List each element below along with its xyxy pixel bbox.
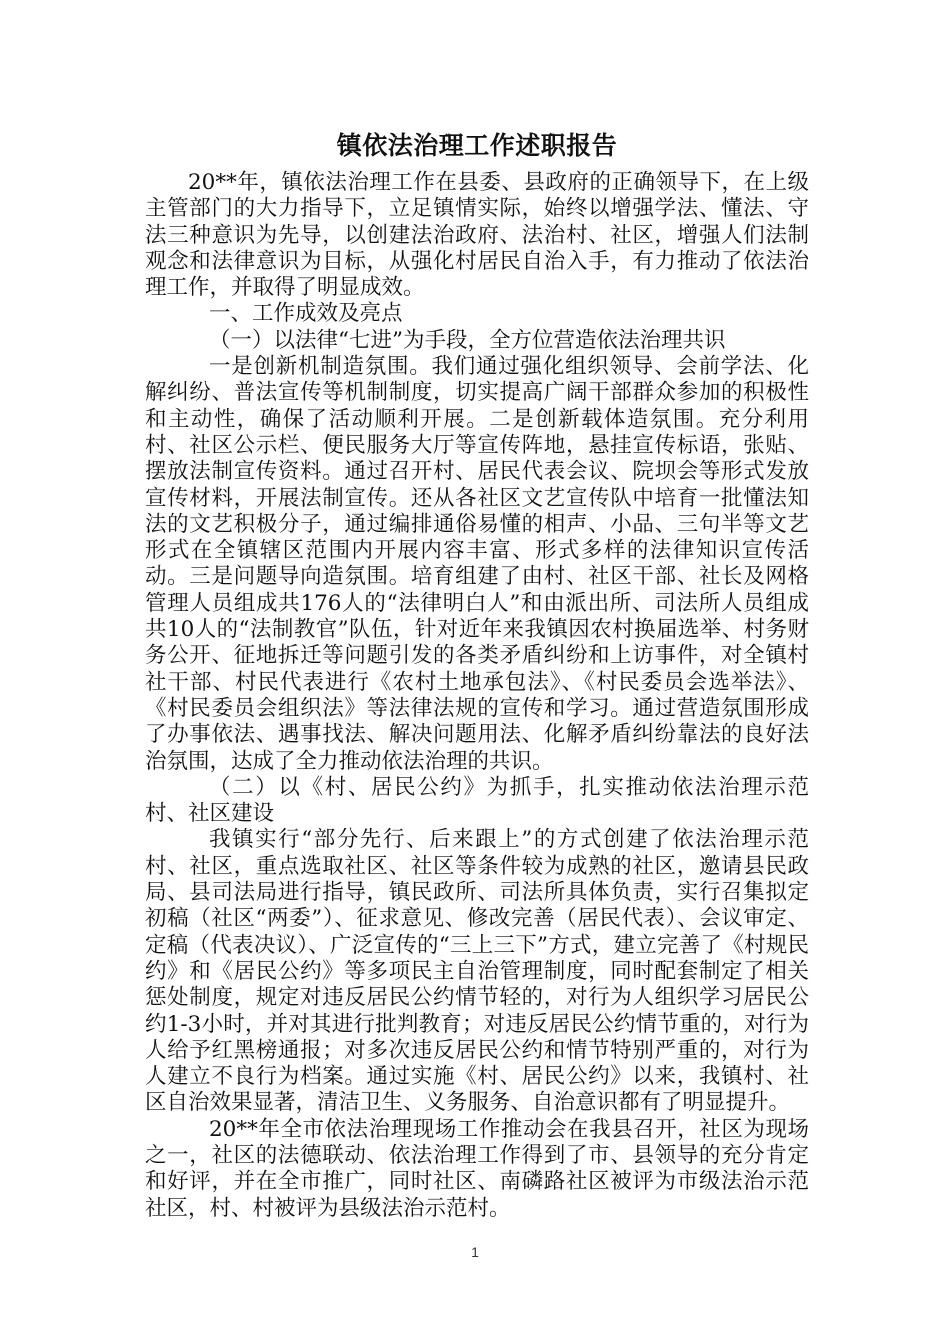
subsection-heading-2: （二）以《村、居民公约》为抓手，扎实推动依法治理示范村、社区建设 <box>145 774 809 827</box>
paragraph-body-3: 20**年全市依法治理现场工作推动会在我县召开，社区为现场之一，社区的法德联动、依法治理工作得到了市、县领导的充分肯定和好评，并在全市推广，同时社区、南磷路社区被评为市级法治示范社区，村、村被评为县级法治示范村。 <box>145 1116 809 1221</box>
document-page <box>145 128 809 1222</box>
paragraph-body-1: 一是创新机制造氛围。我们通过强化组织领导、会前学法、化解纠纷、普法宣传等机制制度，切实提高广阔干部群众参加的积极性和主动性，确保了活动顺利开展。二是创新载体造氛围。充分利用村、社区公示栏、便民服务大厅等宣传阵地，悬挂宣传标语，张贴、摆放法制宣传资料。通过召开村、居民代表会议、院坝会等形式发放宣传材料，开展法制宣传。还从各社区文艺宣传队中培育一批懂法知法的文艺积极分子，通过编排通俗易懂的相声、小品、三句半等文艺形式在全镇辖区范围内开展内容丰富、形式多样的法律知识宣传活动。三是问题导向造氛围。培育组建了由村、社区干部、社长及网格管理人员组成共176人的“法律明白人”和由派出所、司法所人员组成共10人的“法制教官”队伍，针对近年来我镇因农村换届选举、村务财务公开、征地拆迁等问题引发的各类矛盾纠纷和上访事件，对全镇村社干部、村民代表进行《农村土地承包法》、《村民委员会选举法》、《村民委员会组织法》等法律法规的宣传和学习。通过营造氛围形成了办事依法、遇事找法、解决问题用法、化解矛盾纠纷靠法的良好法治氛围，达成了全力推动依法治理的共识。 <box>145 354 809 774</box>
paragraph-intro: 20**年，镇依法治理工作在县委、县政府的正确领导下，在上级主管部门的大力指导下，立足镇情实际，始终以增强学法、懂法、守法三种意识为先导，以创建法治政府、法治村、社区，增强人们法制观念和法律意识为目标，从强化村居民自治入手，有力推动了依法治理工作，并取得了明显成效。 <box>145 170 809 301</box>
page-number: 1 <box>471 1244 479 1260</box>
document-title: 镇依法治理工作述职报告 <box>336 131 618 160</box>
paragraph-body-2: 我镇实行“部分先行、后来跟上”的方式创建了依法治理示范村、社区，重点选取社区、社区等条件较为成熟的社区，邀请县民政局、县司法局进行指导，镇民政所、司法所具体负责，实行召集拟定初稿（社区“两委”）、征求意见、修改完善（居民代表）、会议审定、定稿（代表决议）、广泛宣传的“三上三下”方式，建立完善了《村规民约》和《居民公约》等多项民主自治管理制度，同时配套制定了相关惩处制度，规定对违反居民公约情节轻的，对行为人组织学习居民公约1-3小时，并对其进行批判教育；对违反居民公约情节重的，对行为人给予红黑榜通报；对多次违反居民公约和情节特别严重的，对行为人建立不良行为档案。通过实施《村、居民公约》以来，我镇村、社区自治效果显著，清洁卫生、义务服务、自治意识都有了明显提升。 <box>145 827 809 1116</box>
section-heading: 一、工作成效及亮点 <box>209 301 403 327</box>
subsection-heading-1: （一）以法律“七进”为手段，全方位营造依法治理共识 <box>209 327 726 353</box>
